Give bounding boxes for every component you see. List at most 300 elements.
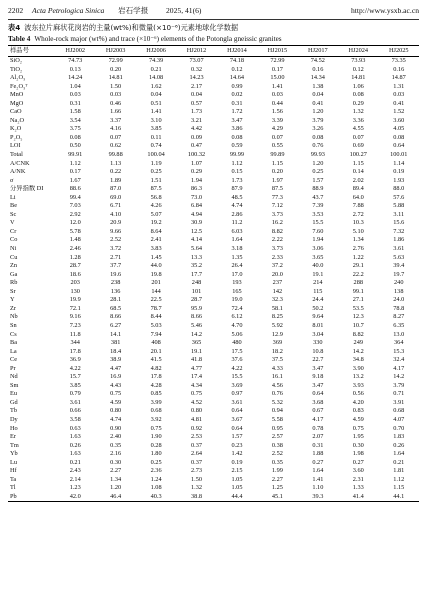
table-cell: 2.22 [271,236,283,244]
header-sample-id: HJ2015 [267,47,288,54]
table-cell: 100.01 [390,151,408,159]
table-row [8,83,419,92]
table-cell: 3.54 [69,116,81,124]
table-row [8,245,419,254]
table-cell: 1.20 [312,108,324,116]
table-cell: 0.07 [352,133,364,141]
row-element-label: Al₂O₃ [10,74,26,82]
table-cell: 56.8 [150,193,162,201]
table-row [8,211,419,220]
table-cell: 7.03 [69,202,81,210]
table-cell: 99.91 [68,151,83,159]
table-cell: 0.26 [69,441,81,449]
row-element-label: Ce [10,356,17,364]
table-cell: 11.8 [69,330,81,338]
table-cell: 0.16 [312,65,324,73]
table-cell: 165 [232,287,242,295]
table-cell: 3.47 [312,381,324,389]
table-cell: 0.23 [231,441,243,449]
table-cell: 0.08 [352,91,364,99]
table-cell: 1.90 [150,433,162,441]
table-cell: 87.9 [231,185,243,193]
table-cell: 0.02 [231,91,243,99]
table-cell: 0.94 [271,407,283,415]
table-cell: 3.79 [393,381,405,389]
table-cell: 0.76 [271,390,283,398]
table-row [8,339,419,348]
table-cell: 0.92 [191,424,203,432]
row-element-label: LOI [10,142,21,150]
table-cell: 14.1 [110,330,122,338]
table-cell: 9.16 [69,313,81,321]
row-element-label: Eu [10,390,17,398]
row-element-label: A/NK [10,168,26,176]
table-cell: 12.9 [271,330,283,338]
table-cell: 330 [313,339,323,347]
table-cell: 2.27 [110,467,122,475]
table-cell: 8.44 [150,313,162,321]
table-cell: 1.08 [150,484,162,492]
table-cell: 2.52 [271,450,283,458]
table-cell: 3.73 [271,210,283,218]
table-cell: 5.63 [393,253,405,261]
table-cell: 73.07 [189,57,204,64]
table-row [8,390,419,399]
table-cell: 77.3 [271,193,283,201]
table-cell: 0.14 [352,168,364,176]
table-cell: 1.41 [312,475,324,483]
header-sample-id: HJ2014 [227,47,247,54]
table-cell: 15.6 [393,219,405,227]
table-cell: 4.70 [231,321,243,329]
table-cell: 39.3 [312,492,324,500]
row-element-label: Pb [10,492,17,500]
row-element-label: P₂O₅ [10,133,23,141]
table-cell: 3.04 [312,330,324,338]
table-cell: 0.57 [191,99,203,107]
table-cell: 19.6 [110,270,122,278]
table-cell: 87.0 [110,185,122,193]
table-cell: 78.8 [393,304,405,312]
table-cell: 16.1 [271,373,283,381]
table-cell: 14.2 [352,347,364,355]
table-cell: 0.68 [150,407,162,415]
table-cell: 1.52 [393,108,405,116]
table-cell: 19.8 [150,270,162,278]
table-cell: 0.69 [352,142,364,150]
table-cell: 3.36 [352,116,364,124]
table-cell: 0.99 [231,82,243,90]
table-cell: 6.71 [110,202,122,210]
table-cell: 2.31 [352,475,364,483]
table-cell: 7.12 [271,202,283,210]
table-cell: 28.7 [69,262,81,270]
table-cell: 45.1 [271,492,283,500]
table-cell: 1.95 [352,433,364,441]
table-cell: 19.1 [191,347,203,355]
table-cell: 2.52 [110,236,122,244]
table-cell: 0.08 [312,133,324,141]
table-cell: 17.4 [191,373,203,381]
table-cell: 3.61 [231,398,243,406]
table-cell: 0.25 [312,168,324,176]
table-cell: 3.85 [69,381,81,389]
table-cell: 64.0 [352,193,364,201]
table-cell: 14.87 [391,74,406,82]
table-cell: 1.97 [271,176,283,184]
table-cell: 0.85 [150,390,162,398]
row-element-label: Ta [10,475,17,483]
table-row [8,442,419,451]
table-cell: 37.6 [231,356,243,364]
row-element-label: Zn [10,262,17,270]
table-cell: 0.30 [352,441,364,449]
table-cell: 4.42 [191,125,203,133]
table-cell: 8.01 [312,321,324,329]
table-cell: 0.19 [393,168,405,176]
row-element-label: K₂O [10,125,22,133]
table-cell: 24.4 [312,296,324,304]
table-cell: 0.75 [110,390,122,398]
table-cell: 8.66 [110,313,122,321]
table-cell: 11.2 [231,219,243,227]
row-element-label: Be [10,202,17,210]
table-cell: 86.3 [191,185,203,193]
table-cell: 18.2 [271,347,283,355]
table-cell: 37.2 [271,262,283,270]
row-element-label: Ba [10,339,17,347]
table-cell: 69.0 [110,193,122,201]
table-cell: 4.43 [110,381,122,389]
table-cell: 248 [191,279,202,287]
table-row [8,382,419,391]
table-cell: 12.5 [191,227,203,235]
table-cell: 0.37 [191,458,203,466]
row-element-label: CaO [10,108,22,116]
table-cell: 48.5 [231,193,243,201]
table-cell: 17.8 [150,373,162,381]
table-cell: 22.2 [352,270,364,278]
table-cell: 288 [353,279,363,287]
row-element-label: Co [10,236,18,244]
row-element-label: Yb [10,450,18,458]
table-cell: 2.43 [69,467,81,475]
table-cell: 0.19 [231,458,243,466]
table-cell: 4.47 [110,364,122,372]
table-cell: 101 [191,287,202,295]
table-cell: 15.5 [312,219,324,227]
table-cell: 0.03 [393,91,405,99]
table-cell: 37.5 [271,356,283,364]
page-number: 2202 [8,6,24,15]
row-element-label: SiO₂ [10,57,22,64]
table-cell: 72.1 [69,304,81,312]
table-cell: 2.27 [271,475,283,483]
table-row [8,117,419,126]
table-cell: 4.28 [150,381,162,389]
table-cell: 115 [313,287,323,295]
row-element-label: 分异指数 DI [10,185,44,193]
table-cell: 0.74 [150,142,162,150]
table-cell: 4.74 [110,415,122,423]
table-cell: 4.16 [110,125,122,133]
table-cell: 10.7 [352,321,364,329]
table-cell: 4.56 [271,381,283,389]
table-cell: 5.88 [393,202,405,210]
table-cell: 89.4 [352,185,364,193]
table-cell: 0.17 [271,65,283,73]
table-cell: 73.35 [391,57,406,64]
table-cell: 1.45 [150,253,162,261]
table-cell: 2.72 [352,210,364,218]
table-cell: 3.53 [312,210,324,218]
table-cell: 4.74 [231,202,243,210]
table-cell: 43.7 [312,193,324,201]
table-cell: 3.37 [110,116,122,124]
table-row [8,236,419,245]
table-cell: 15.00 [270,74,285,82]
table-cell: 16.2 [271,219,283,227]
table-cell: 3.47 [312,364,324,372]
row-element-label: Lu [10,458,17,466]
row-element-label: Fe₂O₃ᵀ [10,82,28,90]
table-cell: 1.13 [110,159,122,167]
table-row [8,476,419,485]
table-cell: 9.64 [312,313,324,321]
table-cell: 1.15 [393,484,405,492]
table-cell: 1.23 [69,484,81,492]
table-cell: 3.21 [191,116,203,124]
table-cell: 142 [272,287,283,295]
table-cell: 0.63 [69,424,81,432]
table-cell: 73.93 [351,57,366,64]
table-cell: 1.50 [191,475,203,483]
table-cell: 12.0 [69,219,81,227]
table-cell: 68.5 [110,304,122,312]
table-cell: 3.69 [231,381,243,389]
table-row [8,202,419,211]
table-cell: 9.18 [312,373,324,381]
table-cell: 27.1 [352,296,364,304]
table-cell: 7.94 [150,330,162,338]
table-cell: 1.64 [393,450,405,458]
table-cell: 0.25 [150,168,162,176]
table-row [8,493,419,502]
table-cell: 1.22 [352,253,364,261]
table-cell: 19.7 [393,270,405,278]
table-cell: 4.17 [393,364,405,372]
row-element-label: Zr [10,304,16,312]
table-cell: 5.03 [150,321,162,329]
table-cell: 4.05 [393,125,405,133]
table-cell: 3.61 [393,245,405,253]
geochemistry-table [8,45,419,502]
table-cell: 41.4 [352,492,364,500]
row-element-label: Nd [10,373,18,381]
table-cell: 0.20 [110,65,122,73]
table-cell: 2.71 [110,253,122,261]
table-cell: 0.76 [312,142,324,150]
table-cell: 1.89 [110,176,122,184]
table-row [8,185,419,194]
table-cell: 3.06 [312,245,324,253]
table-cell: 4.26 [150,202,162,210]
table-title-chinese: 波东拉片麻状花岗岩的主量(wt%)和微量(×10⁻⁶)元素地球化学数据 [24,23,239,32]
table-cell: 18.4 [110,347,122,355]
table-row [8,279,419,288]
table-cell: 1.12 [69,159,81,167]
table-cell: 1.62 [150,82,162,90]
table-cell: 1.88 [312,450,324,458]
table-cell: 6.84 [191,202,203,210]
table-cell: 201 [151,279,161,287]
table-cell: 39.4 [393,262,405,270]
table-row [8,459,419,468]
table-cell: 0.03 [69,91,81,99]
table-cell: 138 [394,287,404,295]
table-cell: 1.51 [150,176,162,184]
table-cell: 0.12 [231,65,243,73]
table-cell: 5.46 [191,321,203,329]
table-cell: 15.5 [231,373,243,381]
table-cell: 480 [232,339,242,347]
table-row [8,450,419,459]
table-cell: 4.81 [191,415,203,423]
table-cell: 3.73 [271,245,283,253]
table-cell: 14.34 [310,74,325,82]
table-cell: 53.5 [352,304,364,312]
row-element-label: Na₂O [10,116,25,124]
table-cell: 3.58 [69,415,81,423]
journal-url: http://www.ysxb.ac.cn [350,6,419,15]
table-cell: 74.39 [149,57,164,64]
table-cell: 19.9 [69,296,81,304]
table-cell: 78.7 [150,304,162,312]
table-cell: 18.6 [69,270,81,278]
row-element-label: Cr [10,227,17,235]
table-cell: 22.7 [312,356,324,364]
table-cell: 0.03 [110,91,122,99]
table-cell: 2.57 [271,433,283,441]
table-cell: 41.8 [191,356,203,364]
table-cell: 0.27 [352,458,364,466]
table-cell: 2.17 [191,82,203,90]
table-caption-english [8,34,282,44]
table-cell: 20.1 [150,347,162,355]
row-element-label: La [10,347,17,355]
table-cell: 1.19 [150,159,162,167]
table-cell: 7.88 [352,202,364,210]
table-cell: 4.14 [191,236,203,244]
table-cell: 19.0 [231,296,243,304]
table-cell: 2.07 [312,433,324,441]
table-cell: 6.03 [231,227,243,235]
table-cell: 0.08 [393,133,405,141]
table-row [8,219,419,228]
table-cell: 14.08 [149,74,164,82]
table-cell: 44.4 [231,492,243,500]
row-element-label: Rb [10,279,18,287]
table-cell: 9.66 [110,227,122,235]
table-cell: 0.80 [191,407,203,415]
table-label-english: Table 4 [8,35,31,43]
table-row [8,177,419,186]
table-row [8,425,419,434]
table-cell: 2.15 [231,467,243,475]
header-sample-id: HJ2003 [105,47,126,54]
table-row [8,100,419,109]
journal-title: Acta Petrologica Sinica [32,6,105,15]
table-row [8,433,419,442]
table-cell: 240 [394,279,404,287]
table-cell: 14.2 [393,373,405,381]
table-cell: 8.66 [191,313,203,321]
table-cell: 6.12 [231,313,243,321]
row-element-label: Tm [10,441,19,449]
table-cell: 7.23 [69,321,81,329]
table-cell: 1.35 [231,253,243,261]
table-cell: 4.17 [312,415,324,423]
table-cell: 100.04 [147,151,165,159]
table-cell: 0.41 [393,99,405,107]
table-cell: 0.08 [69,133,81,141]
row-element-label: MgO [10,99,24,107]
journal-title-chinese: 岩石学报 [118,6,149,15]
table-cell: 0.50 [69,142,81,150]
row-element-label: Y [10,296,15,304]
table-cell: 1.57 [312,176,324,184]
header-sample-id: HJ2025 [388,47,409,54]
table-cell: 0.27 [312,458,324,466]
table-cell: 0.41 [312,99,324,107]
table-row [8,365,419,374]
row-element-label: Tb [10,407,17,415]
table-cell: 1.12 [393,475,405,483]
table-cell: 1.83 [393,433,405,441]
row-element-label: Sc [10,210,17,218]
table-cell: 8.82 [271,227,283,235]
row-element-label: Tl [10,484,16,492]
table-cell: 0.04 [312,91,324,99]
table-cell: 238 [110,279,121,287]
table-cell: 408 [151,339,161,347]
table-caption-chinese [8,23,238,33]
table-row [8,305,419,314]
table-cell: 40.0 [312,262,324,270]
table-cell: 0.70 [393,424,405,432]
table-cell: 0.78 [312,424,324,432]
table-cell: 99.89 [270,151,285,159]
header-sample-id: HJ2002 [65,47,86,54]
table-cell: 16.9 [110,373,122,381]
table-cell: 2.73 [191,467,203,475]
table-cell: 0.07 [271,133,283,141]
table-cell: 3.61 [69,398,81,406]
table-cell: 2.76 [352,245,364,253]
table-cell: 0.03 [271,91,283,99]
table-cell: 0.97 [231,390,243,398]
table-row [8,356,419,365]
table-row [8,262,419,271]
table-cell: 1.24 [150,475,162,483]
table-cell: 0.31 [69,99,81,107]
table-cell: 17.0 [231,270,243,278]
row-element-label: MnO [10,91,24,99]
table-cell: 17.7 [191,270,203,278]
table-cell: 130 [70,287,80,295]
table-cell: 1.34 [110,475,122,483]
table-cell: 72.4 [231,304,243,312]
